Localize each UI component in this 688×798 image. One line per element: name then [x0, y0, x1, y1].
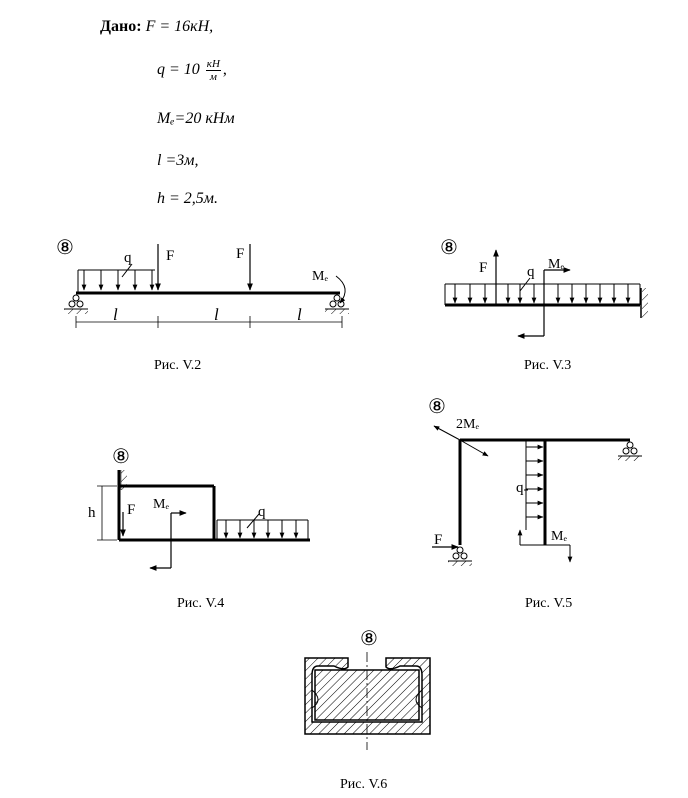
given-F: F = 16кН,	[145, 18, 214, 35]
caption-fig-v3: Рис. V.3	[524, 358, 572, 373]
caption-fig-v4: Рис. V.4	[177, 596, 225, 611]
figure-v6	[305, 628, 430, 750]
caption-fig-v2: Рис. V.2	[154, 358, 202, 373]
variant-mark: ⑧	[360, 628, 378, 650]
given-Me-text: Mₑ=20 кНм	[157, 110, 235, 127]
distributed-load-q	[526, 447, 543, 517]
variant-mark: ⑧	[56, 237, 74, 259]
figure-v5	[428, 396, 642, 566]
label-q: q	[124, 250, 132, 266]
figure-v4	[88, 446, 310, 568]
dim-l3: l	[297, 305, 302, 324]
label-F: F	[127, 502, 136, 518]
figure-v3	[440, 237, 648, 336]
q-suffix: ,	[222, 61, 227, 79]
dim-l2: l	[214, 305, 219, 324]
variant-mark: ⑧	[440, 237, 458, 259]
variant-mark: ⑧	[112, 446, 130, 468]
label-F2: F	[236, 246, 245, 262]
support-left	[64, 295, 88, 314]
label-F: F	[479, 260, 488, 276]
given-heading: Дано:	[100, 18, 142, 35]
label-Me: Mₑ	[312, 269, 329, 284]
label-2Me: 2Mₑ	[456, 417, 480, 432]
label-Me: Mₑ	[153, 497, 170, 512]
channel-section	[305, 658, 430, 734]
label-q: q	[516, 480, 524, 496]
q-unit-numerator: кН	[206, 58, 220, 70]
distributed-load-q	[226, 520, 296, 538]
given-h-text: h = 2,5м.	[157, 190, 219, 207]
distributed-load-q	[84, 270, 152, 290]
given-l-text: l =3м,	[157, 152, 199, 169]
distributed-load-q	[455, 284, 628, 303]
support-right	[618, 442, 642, 461]
support-right	[325, 295, 349, 314]
variant-mark: ⑧	[428, 396, 446, 418]
q-unit-denominator: м	[209, 71, 217, 83]
label-h: h	[88, 505, 96, 521]
label-q: q	[258, 504, 266, 520]
label-Me: Mₑ	[551, 529, 568, 544]
label-q: q	[527, 264, 535, 280]
label-F: F	[434, 532, 443, 548]
label-Me: Mₑ	[548, 257, 565, 272]
moment-Me	[336, 276, 345, 303]
caption-fig-v5: Рис. V.5	[525, 596, 573, 611]
figure-v2	[56, 237, 349, 328]
label-F1: F	[166, 248, 175, 264]
support-bottom	[448, 547, 472, 566]
given-q: q = 10	[157, 61, 200, 79]
caption-fig-v6: Рис. V.6	[340, 777, 388, 792]
dim-l1: l	[113, 305, 118, 324]
